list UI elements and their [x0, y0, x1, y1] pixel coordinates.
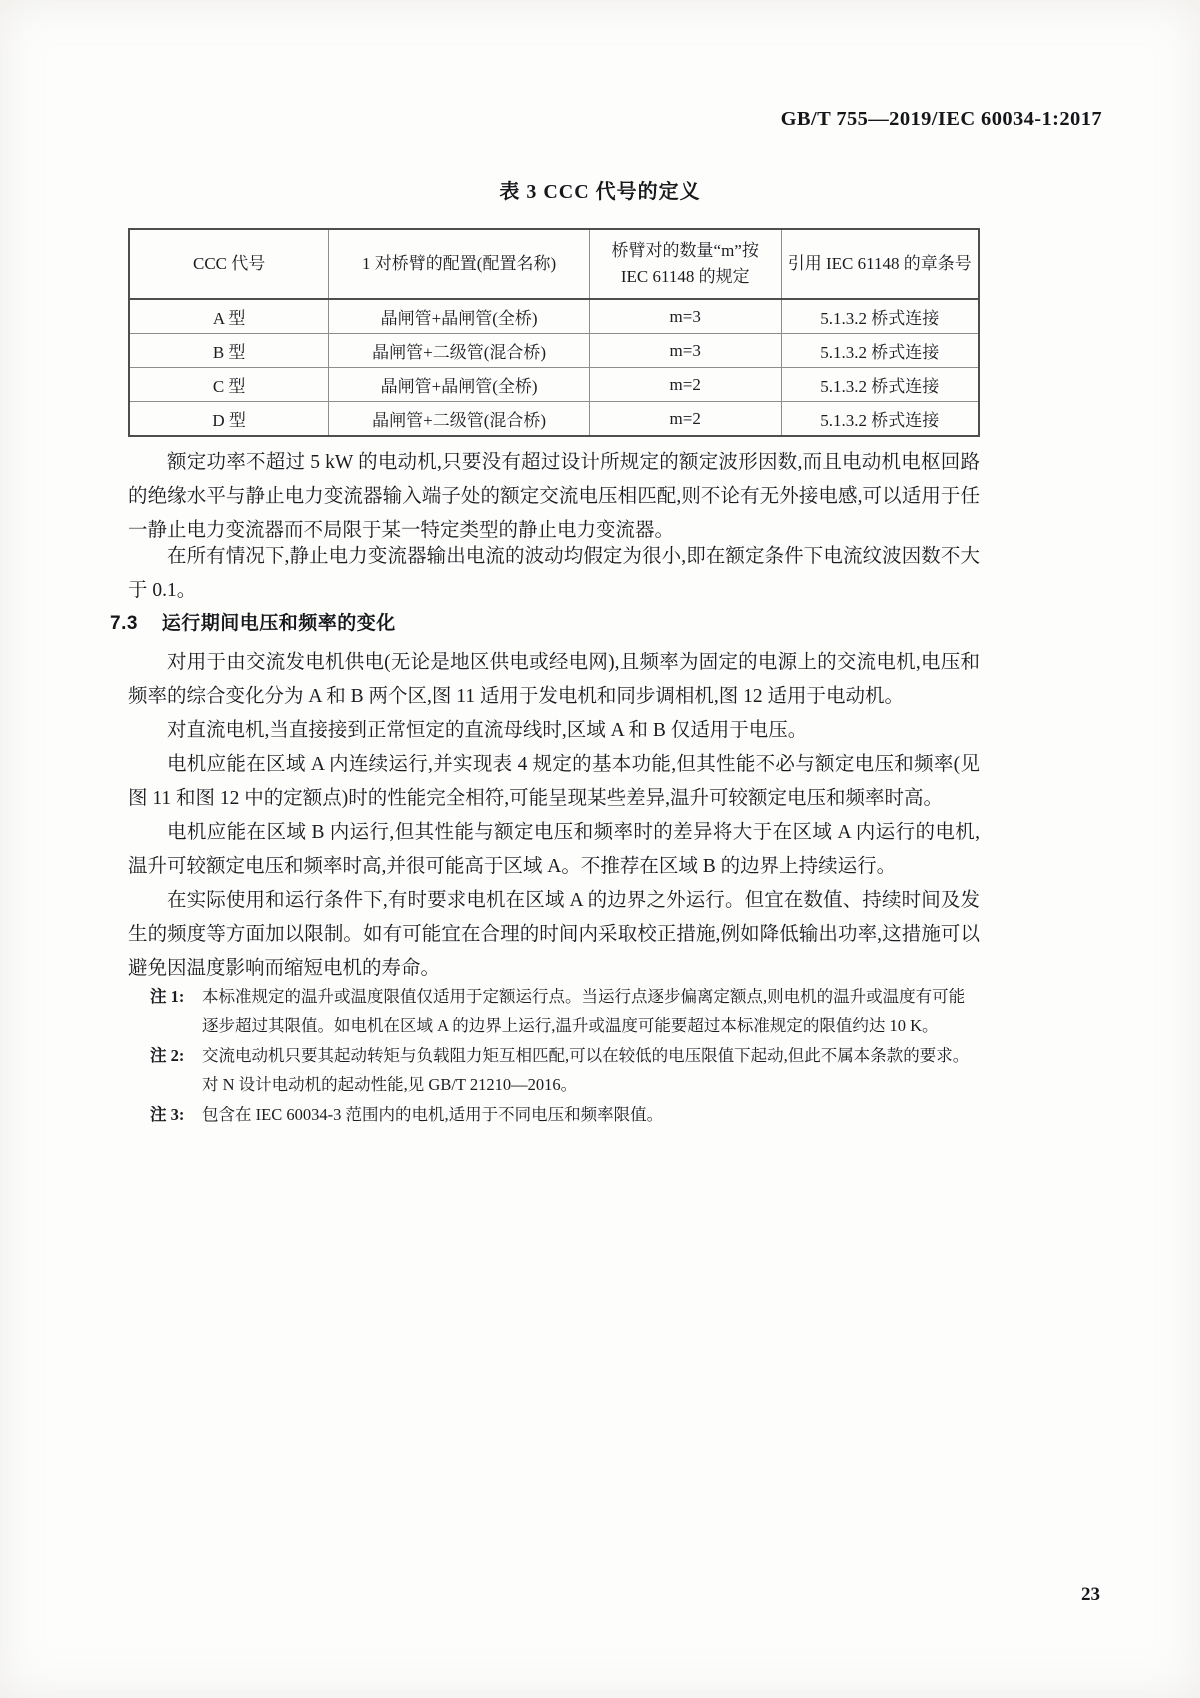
paragraph-rated-power: 额定功率不超过 5 kW 的电动机,只要没有超过设计所规定的额定波形因数,而且电动机电枢回路的绝缘水平与静止电力变流器输入端子处的额定交流电压相匹配,则不论有无外接电感,可以适用于任一静止电力变流器而不局限于某一特定类型的静止电力变流器。 [128, 452, 980, 541]
note-text-line2: 对 N 设计电动机的起动性能,见 GB/T 21210—2016。 [202, 1075, 578, 1094]
notes-block [150, 982, 982, 1130]
column-header-bridge-arm-config: 1 对桥臂的配置(配置名称) [329, 229, 590, 299]
page-number: 23 [1081, 1584, 1100, 1605]
column-header-arm-pair-count-line1: 桥臂对的数量“m”按 [611, 240, 759, 260]
cell-m-value: m=3 [589, 299, 781, 334]
paragraph-dc-machines: 对直流电机,当直接接到正常恒定的直流母线时,区域 A 和 B 仅适用于电压。 [167, 720, 808, 741]
note-item [150, 982, 982, 1040]
paragraph-ripple-factor: 在所有情况下,静止电力变流器输出电流的波动均假定为很小,即在额定条件下电流纹波因数不大于 0.1。 [128, 546, 980, 601]
cell-config: 晶闸管+晶闸管(全桥) [329, 299, 590, 334]
note-text-line1: 包含在 IEC 60034-3 范围内的电机,适用于不同电压和频率限值。 [202, 1105, 664, 1124]
paragraph-zone-b-operation: 电机应能在区域 B 内运行,但其性能与额定电压和频率时的差异将大于在区域 A 内运行的电机,温升可较额定电压和频率时高,并很可能高于区域 A。不推荐在区域 B 的边界上持续运行。 [128, 822, 980, 877]
table-row [129, 334, 979, 368]
column-header-iec-reference: 引用 IEC 61148 的章条号 [781, 229, 979, 299]
note-text-line1: 本标准规定的温升或温度限值仅适用于定额运行点。当运行点逐步偏离定额点,则电机的温升或温度有可能 [202, 987, 966, 1006]
table-row [129, 368, 979, 402]
paragraph-zone-a-operation: 电机应能在区域 A 内连续运行,并实现表 4 规定的基本功能,但其性能不必与额定电压和频率(见图 11 和图 12 中的定额点)时的性能完全相符,可能呈现某些差异,温升可较额定电压和频率时高。 [128, 754, 980, 809]
section-heading-7-3 [110, 608, 990, 635]
note-item [150, 1100, 982, 1129]
table-row [129, 299, 979, 334]
cell-ccc-code: B 型 [129, 334, 329, 368]
note-label: 注 1: [150, 987, 185, 1006]
cell-config: 晶闸管+二级管(混合桥) [329, 334, 590, 368]
cell-ccc-code: D 型 [129, 402, 329, 437]
cell-ccc-code: C 型 [129, 368, 329, 402]
table-header-row [129, 229, 979, 299]
section-number: 7.3 [110, 613, 138, 634]
running-head: GB/T 755—2019/IEC 60034-1:2017 [780, 108, 1102, 130]
cell-m-value: m=2 [589, 402, 781, 437]
cell-ccc-code: A 型 [129, 299, 329, 334]
table-caption: 表 3 CCC 代号的定义 [499, 181, 701, 203]
cell-reference: 5.1.3.2 桥式连接 [781, 368, 979, 402]
column-header-arm-pair-count-line2: IEC 61148 的规定 [620, 267, 750, 286]
paragraph-ac-generator-supply: 对用于由交流发电机供电(无论是地区供电或经电网),且频率为固定的电源上的交流电机,电压和频率的综合变化分为 A 和 B 两个区,图 11 适用于发电机和同步调相机,图 12 适用于电动机。 [128, 652, 980, 707]
cell-reference: 5.1.3.2 桥式连接 [781, 299, 979, 334]
column-header-ccc-code: CCC 代号 [129, 229, 329, 299]
table-ccc-code-definitions [128, 228, 980, 437]
cell-m-value: m=2 [589, 368, 781, 402]
section-title: 运行期间电压和频率的变化 [161, 613, 396, 634]
note-text-line2: 逐步超过其限值。如电机在区域 A 的边界上运行,温升或温度可能要超过本标准规定的限值约达 10 K。 [202, 1016, 939, 1035]
note-text-line1: 交流电动机只要其起动转矩与负载阻力矩互相匹配,可以在较低的电压限值下起动,但此不属本条款的要求。 [202, 1046, 970, 1065]
cell-config: 晶闸管+晶闸管(全桥) [329, 368, 590, 402]
cell-m-value: m=3 [589, 334, 781, 368]
paragraph-practical-conditions: 在实际使用和运行条件下,有时要求电机在区域 A 的边界之外运行。但宜在数值、持续时间及发生的频度等方面加以限制。如有可能宜在合理的时间内采取校正措施,例如降低输出功率,这措施可以避免因温度影响而缩短电机的寿命。 [128, 890, 980, 979]
column-header-arm-pair-count [589, 229, 781, 299]
cell-reference: 5.1.3.2 桥式连接 [781, 334, 979, 368]
cell-reference: 5.1.3.2 桥式连接 [781, 402, 979, 437]
table-row [129, 402, 979, 437]
note-item [150, 1041, 982, 1099]
note-label: 注 2: [150, 1046, 185, 1065]
note-label: 注 3: [150, 1105, 185, 1124]
cell-config: 晶闸管+二级管(混合桥) [329, 402, 590, 437]
